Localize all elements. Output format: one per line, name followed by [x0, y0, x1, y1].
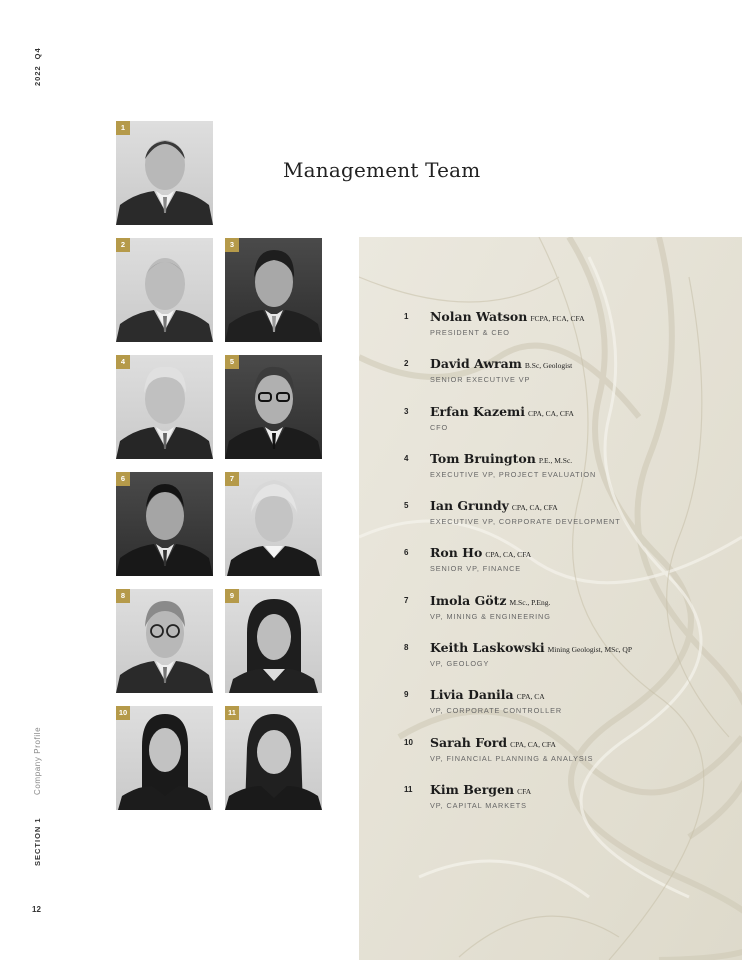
photo-badge: 6: [116, 472, 130, 486]
member-role: VP, CAPITAL MARKETS: [430, 800, 527, 810]
member-role: CFO: [430, 422, 449, 432]
member-entry: [404, 403, 734, 453]
member-name-line: [430, 545, 531, 560]
member-role: VP, MINING & ENGINEERING: [430, 611, 551, 621]
member-entry: [404, 450, 734, 500]
member-role: VP, CORPORATE CONTROLLER: [430, 706, 563, 716]
member-name-line: [430, 640, 632, 655]
member-credentials: P.E., M.Sc.: [538, 455, 573, 465]
member-name: David Awram: [430, 356, 522, 372]
member-name: Ron Ho: [430, 545, 483, 561]
member-role: SENIOR VP, FINANCE: [430, 564, 522, 574]
photo-8: [116, 589, 213, 693]
photo-2: [116, 238, 213, 342]
photo-4: [116, 355, 213, 459]
photo-7: [225, 472, 322, 576]
member-name: Livia Danila: [430, 687, 514, 703]
member-credentials: M.Sc., P.Eng.: [509, 597, 551, 607]
member-credentials: CPA, CA, CFA: [510, 739, 556, 749]
photo-1: [116, 121, 213, 225]
member-number: 6: [404, 548, 409, 558]
member-name-line: [430, 498, 558, 513]
member-entry: [404, 547, 734, 594]
headshot-man-icon: [116, 589, 213, 693]
photo-badge: 8: [116, 589, 130, 603]
document-label: Company Profile: [33, 726, 42, 795]
member-credentials: Mining Geologist, MSc, QP: [547, 645, 633, 655]
issue-quarter: Q4: [33, 47, 42, 60]
member-credentials: FCPA, FCA, CFA: [530, 314, 585, 323]
member-name-line: [430, 309, 585, 324]
member-role: VP, GEOLOGY: [430, 659, 490, 669]
photo-9: [225, 589, 322, 693]
member-number: 11: [404, 784, 413, 794]
member-name-line: [430, 687, 545, 702]
headshot-man-icon: [116, 472, 213, 576]
member-number: 4: [404, 453, 409, 463]
member-number: 1: [404, 312, 409, 321]
member-entry: [404, 500, 734, 547]
member-name: Imola Götz: [430, 592, 507, 608]
member-name-line: [430, 735, 556, 750]
photo-badge: 10: [116, 706, 130, 720]
photo-6: [116, 472, 213, 576]
photo-badge: 11: [225, 706, 239, 720]
member-name: Sarah Ford: [430, 734, 508, 750]
member-name-line: [430, 404, 574, 419]
member-entry: [404, 734, 734, 784]
member-credentials: CPA, CA, CFA: [485, 550, 532, 560]
issue-date: [33, 41, 42, 86]
headshot-woman-icon: [225, 472, 322, 576]
member-role: VP, FINANCIAL PLANNING & ANALYSIS: [430, 753, 594, 763]
issue-year: 2022: [33, 65, 42, 86]
member-credentials: B.Sc, Geologist: [524, 361, 573, 371]
photo-badge: 1: [116, 121, 130, 135]
photo-badge: 2: [116, 238, 130, 252]
member-role: EXECUTIVE VP, CORPORATE DEVELOPMENT: [430, 517, 621, 527]
page-title: Management Team: [283, 158, 481, 182]
member-entry: [404, 689, 734, 736]
member-name-line: [430, 451, 572, 466]
photo-badge: 7: [225, 472, 239, 486]
member-name: Erfan Kazemi: [430, 403, 526, 419]
member-entry: [404, 642, 734, 689]
member-entry: [404, 781, 734, 831]
photo-11: [225, 706, 322, 810]
photo-5: [225, 355, 322, 459]
management-list: [404, 311, 734, 831]
section-label: SECTION 1: [33, 817, 42, 866]
member-credentials: CPA, CA, CFA: [511, 503, 558, 513]
member-number: 10: [404, 737, 413, 747]
member-entry: [404, 592, 734, 642]
member-number: 2: [404, 359, 409, 369]
headshot-woman-icon: [225, 706, 322, 810]
member-name: Nolan Watson: [430, 309, 528, 324]
member-role: PRESIDENT & CEO: [430, 328, 510, 337]
member-role: EXECUTIVE VP, PROJECT EVALUATION: [430, 469, 597, 479]
page-number: 12: [32, 905, 41, 914]
member-credentials: CPA, CA: [516, 692, 545, 702]
member-name: Ian Grundy: [430, 498, 509, 514]
photo-3: [225, 238, 322, 342]
photo-badge: 4: [116, 355, 130, 369]
headshot-woman-icon: [225, 589, 322, 693]
member-number: 3: [404, 406, 409, 416]
member-name: Kim Bergen: [430, 781, 515, 797]
photo-badge: 5: [225, 355, 239, 369]
member-name-line: [430, 782, 531, 797]
photo-badge: 9: [225, 589, 239, 603]
headshot-woman-icon: [116, 706, 213, 810]
member-number: 7: [404, 595, 409, 605]
photo-badge: 3: [225, 238, 239, 252]
headshot-man-icon: [116, 355, 213, 459]
headshot-man-icon: [225, 238, 322, 342]
member-name: Keith Laskowski: [430, 640, 545, 656]
member-entry: [404, 311, 734, 358]
member-name: Tom Bruington: [430, 450, 536, 466]
member-number: 5: [404, 501, 409, 511]
member-credentials: CPA, CA, CFA: [528, 408, 574, 418]
member-credentials: CFA: [517, 786, 532, 796]
headshot-man-icon: [116, 238, 213, 342]
headshot-man-icon: [225, 355, 322, 459]
headshot-man-icon: [116, 121, 213, 225]
member-number: 8: [404, 643, 409, 653]
member-name-line: [430, 593, 550, 608]
photo-10: [116, 706, 213, 810]
member-name-line: [430, 356, 572, 371]
member-role: SENIOR EXECUTIVE VP: [430, 375, 531, 385]
member-number: 9: [404, 690, 409, 700]
member-entry: [404, 358, 734, 405]
